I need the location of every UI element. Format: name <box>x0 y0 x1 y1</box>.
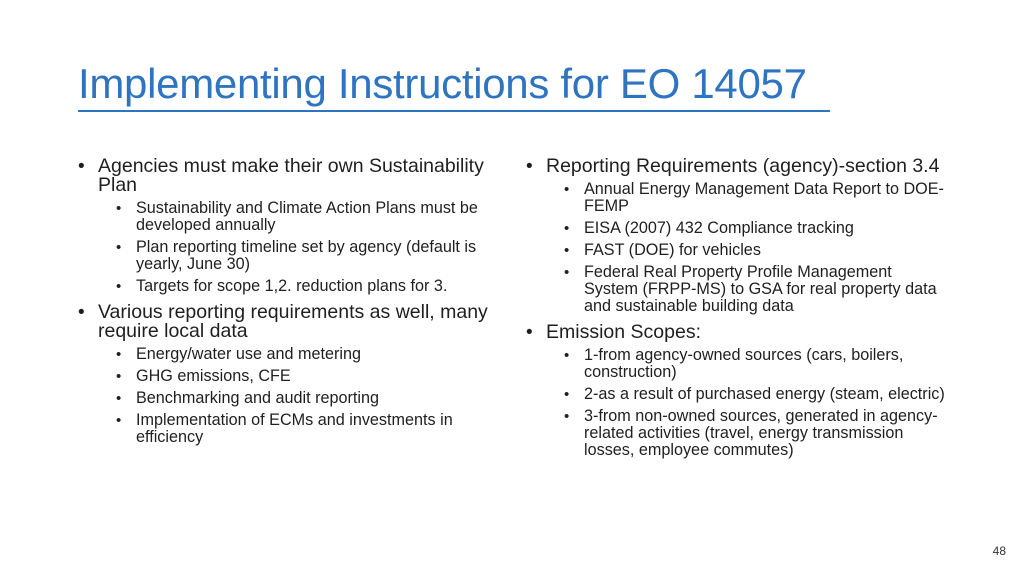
title-underline <box>78 110 830 112</box>
sub-list-sustainability-plan <box>76 200 496 295</box>
sub-bullet: • 1-from agency-owned sources (cars, boilers, construction) <box>524 347 949 381</box>
left-bullet-list <box>76 157 496 446</box>
slide-title: Implementing Instructions for EO 14057 <box>78 60 807 107</box>
sub-bullet: • Targets for scope 1,2. reduction plans for 3. <box>76 278 496 295</box>
sub-bullet: • Benchmarking and audit reporting <box>76 390 496 407</box>
sub-bullet: • EISA (2007) 432 Compliance tracking <box>524 220 949 237</box>
sub-bullet: • Sustainability and Climate Action Plans must be developed annually <box>76 200 496 234</box>
sub-bullet: • Implementation of ECMs and investments in efficiency <box>76 412 496 446</box>
page-number: 48 <box>992 544 1006 558</box>
sub-bullet: • FAST (DOE) for vehicles <box>524 242 949 259</box>
bullet-sustainability-plan: • Agencies must make their own Sustainability Plan <box>76 157 496 195</box>
bullet-reporting-requirements: • Various reporting requirements as well, many require local data <box>76 303 496 341</box>
bullet-agency-reporting: • Reporting Requirements (agency)-section 3.4 <box>524 157 949 176</box>
left-column <box>76 153 496 454</box>
sub-list-emission-scopes <box>524 347 949 459</box>
sub-bullet: • Federal Real Property Profile Management System (FRPP-MS) to GSA for real property data and sustainable building data <box>524 264 949 315</box>
sub-bullet: • GHG emissions, CFE <box>76 368 496 385</box>
sub-list-agency-reporting <box>524 181 949 315</box>
sub-list-reporting-requirements <box>76 346 496 446</box>
sub-bullet: • Energy/water use and metering <box>76 346 496 363</box>
sub-bullet: • 2-as a result of purchased energy (steam, electric) <box>524 386 949 403</box>
bullet-emission-scopes: • Emission Scopes: <box>524 323 949 342</box>
sub-bullet: • 3-from non-owned sources, generated in agency-related activities (travel, energy transmission losses, employee commutes) <box>524 408 949 459</box>
sub-bullet: • Plan reporting timeline set by agency (default is yearly, June 30) <box>76 239 496 273</box>
right-column <box>524 153 949 467</box>
sub-bullet: • Annual Energy Management Data Report to DOE-FEMP <box>524 181 949 215</box>
right-bullet-list <box>524 157 949 459</box>
